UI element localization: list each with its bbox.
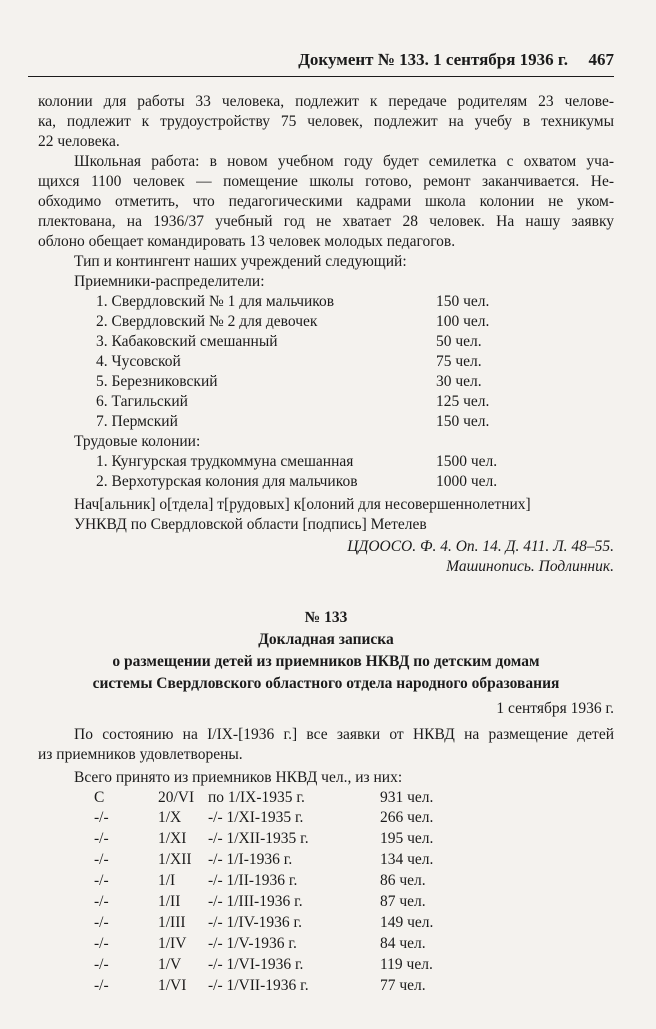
document-type-note: Машинопись. Подлинник. (446, 558, 614, 575)
intro-line: ка, подлежит к трудоустройству 75 человек, подлежит на учебу в техникумы (38, 113, 614, 130)
table-intro: Всего принято из приемников НКВД чел., из них: (74, 769, 403, 786)
page-number: 467 (588, 50, 614, 69)
row-count: 266 чел. (380, 809, 434, 826)
document-title-line: системы Свердловского областного отдела народного образования (92, 675, 560, 692)
receiver-count: 125 чел. (436, 393, 490, 410)
document-number: № 133 (304, 609, 348, 626)
row-to: -/- 1/IV-1936 г. (208, 914, 303, 931)
row-count: 149 чел. (380, 914, 434, 931)
row-from: 1/I (158, 872, 176, 889)
row-to: -/- 1/XII-1935 г. (208, 830, 309, 847)
row-prefix: -/- (94, 956, 109, 973)
school-line: плектована, на 1936/37 учебный год не хватает 28 человек. На нашу заявку (38, 213, 614, 230)
row-prefix: С (94, 789, 105, 806)
row-count: 134 чел. (380, 851, 434, 868)
row-prefix: -/- (94, 914, 109, 931)
row-prefix: -/- (94, 830, 109, 847)
running-header (28, 44, 614, 77)
row-count: 87 чел. (380, 893, 426, 910)
receiver-name: 1. Свердловский № 1 для мальчиков (96, 293, 335, 310)
school-line: обходимо отметить, что педагогическими кадрами школа колонии не уком- (38, 193, 614, 210)
row-prefix: -/- (94, 977, 109, 994)
body-line: из приемников удовлетворены. (38, 746, 243, 763)
school-line: облоно обещает командировать 13 человек молодых педагогов. (38, 233, 456, 250)
document-date: 1 сентября 1936 г. (496, 700, 614, 717)
row-from: 1/X (158, 809, 182, 826)
row-prefix: -/- (94, 809, 109, 826)
intro-line: колонии для работы 33 человека, подлежит к передаче родителям 23 челове- (38, 93, 614, 110)
row-prefix: -/- (94, 872, 109, 889)
colonies-heading: Трудовые колонии: (74, 433, 201, 450)
running-header-title: Документ № 133. 1 сентября 1936 г. (298, 50, 568, 69)
row-from: 1/XI (158, 830, 187, 847)
institutions-intro: Тип и контингент наших учреждений следующий: (74, 253, 407, 270)
school-line: Школьная работа: в новом учебном году будет семилетка с охватом уча- (74, 153, 614, 170)
receiver-count: 150 чел. (436, 293, 490, 310)
intro-line: 22 человека. (38, 133, 120, 150)
row-from: 1/XII (158, 851, 192, 868)
receiver-count: 30 чел. (436, 373, 482, 390)
row-count: 195 чел. (380, 830, 434, 847)
receiver-name: 4. Чусовской (96, 353, 181, 370)
receiver-count: 150 чел. (436, 413, 490, 430)
receiver-name: 6. Тагильский (96, 393, 188, 410)
row-from: 1/IV (158, 935, 187, 952)
body-line: По состоянию на I/IX-[1936 г.] все заявки от НКВД на размещение детей (74, 726, 614, 743)
row-count: 86 чел. (380, 872, 426, 889)
row-prefix: -/- (94, 935, 109, 952)
row-from: 1/VI (158, 977, 187, 994)
row-prefix: -/- (94, 851, 109, 868)
row-to: -/- 1/V-1936 г. (208, 935, 297, 952)
receiver-name: 2. Свердловский № 2 для девочек (96, 313, 318, 330)
row-from: 1/V (158, 956, 182, 973)
row-to: по 1/IX-1935 г. (208, 789, 305, 806)
row-from: 1/III (158, 914, 186, 931)
row-prefix: -/- (94, 893, 109, 910)
archive-reference: ЦДООСО. Ф. 4. Оп. 14. Д. 411. Л. 48–55. (347, 538, 614, 555)
document-title-line: Докладная записка (258, 631, 394, 648)
row-to: -/- 1/II-1936 г. (208, 872, 298, 889)
row-count: 77 чел. (380, 977, 426, 994)
colony-name: 2. Верхотурская колония для мальчиков (96, 473, 358, 490)
row-count: 119 чел. (380, 956, 433, 973)
receiver-name: 7. Пермский (96, 413, 178, 430)
row-to: -/- 1/III-1936 г. (208, 893, 303, 910)
row-to: -/- 1/VII-1936 г. (208, 977, 309, 994)
row-to: -/- 1/VI-1936 г. (208, 956, 304, 973)
colony-count: 1500 чел. (436, 453, 498, 470)
row-count: 931 чел. (380, 789, 434, 806)
receiver-name: 5. Березниковский (96, 373, 218, 390)
signature-line: УНКВД по Свердловской области [подпись] Метелев (74, 516, 427, 533)
receiver-count: 50 чел. (436, 333, 482, 350)
row-count: 84 чел. (380, 935, 426, 952)
receiver-count: 100 чел. (436, 313, 490, 330)
row-to: -/- 1/XI-1935 г. (208, 809, 304, 826)
colony-name: 1. Кунгурская трудкоммуна смешанная (96, 453, 354, 470)
document-title-line: о размещении детей из приемников НКВД по детским домам (112, 653, 540, 670)
receiver-count: 75 чел. (436, 353, 482, 370)
receiver-name: 3. Кабаковский смешанный (96, 333, 278, 350)
school-line: щихся 1100 человек — помещение школы готово, ремонт заканчивается. Не- (38, 173, 614, 190)
row-to: -/- 1/I-1936 г. (208, 851, 293, 868)
row-from: 20/VI (158, 789, 195, 806)
receivers-heading: Приемники-распределители: (74, 273, 265, 290)
colony-count: 1000 чел. (436, 473, 498, 490)
signature-line: Нач[альник] о[тдела] т[рудовых] к[олоний для несовершеннолетних] (74, 496, 531, 513)
row-from: 1/II (158, 893, 181, 910)
